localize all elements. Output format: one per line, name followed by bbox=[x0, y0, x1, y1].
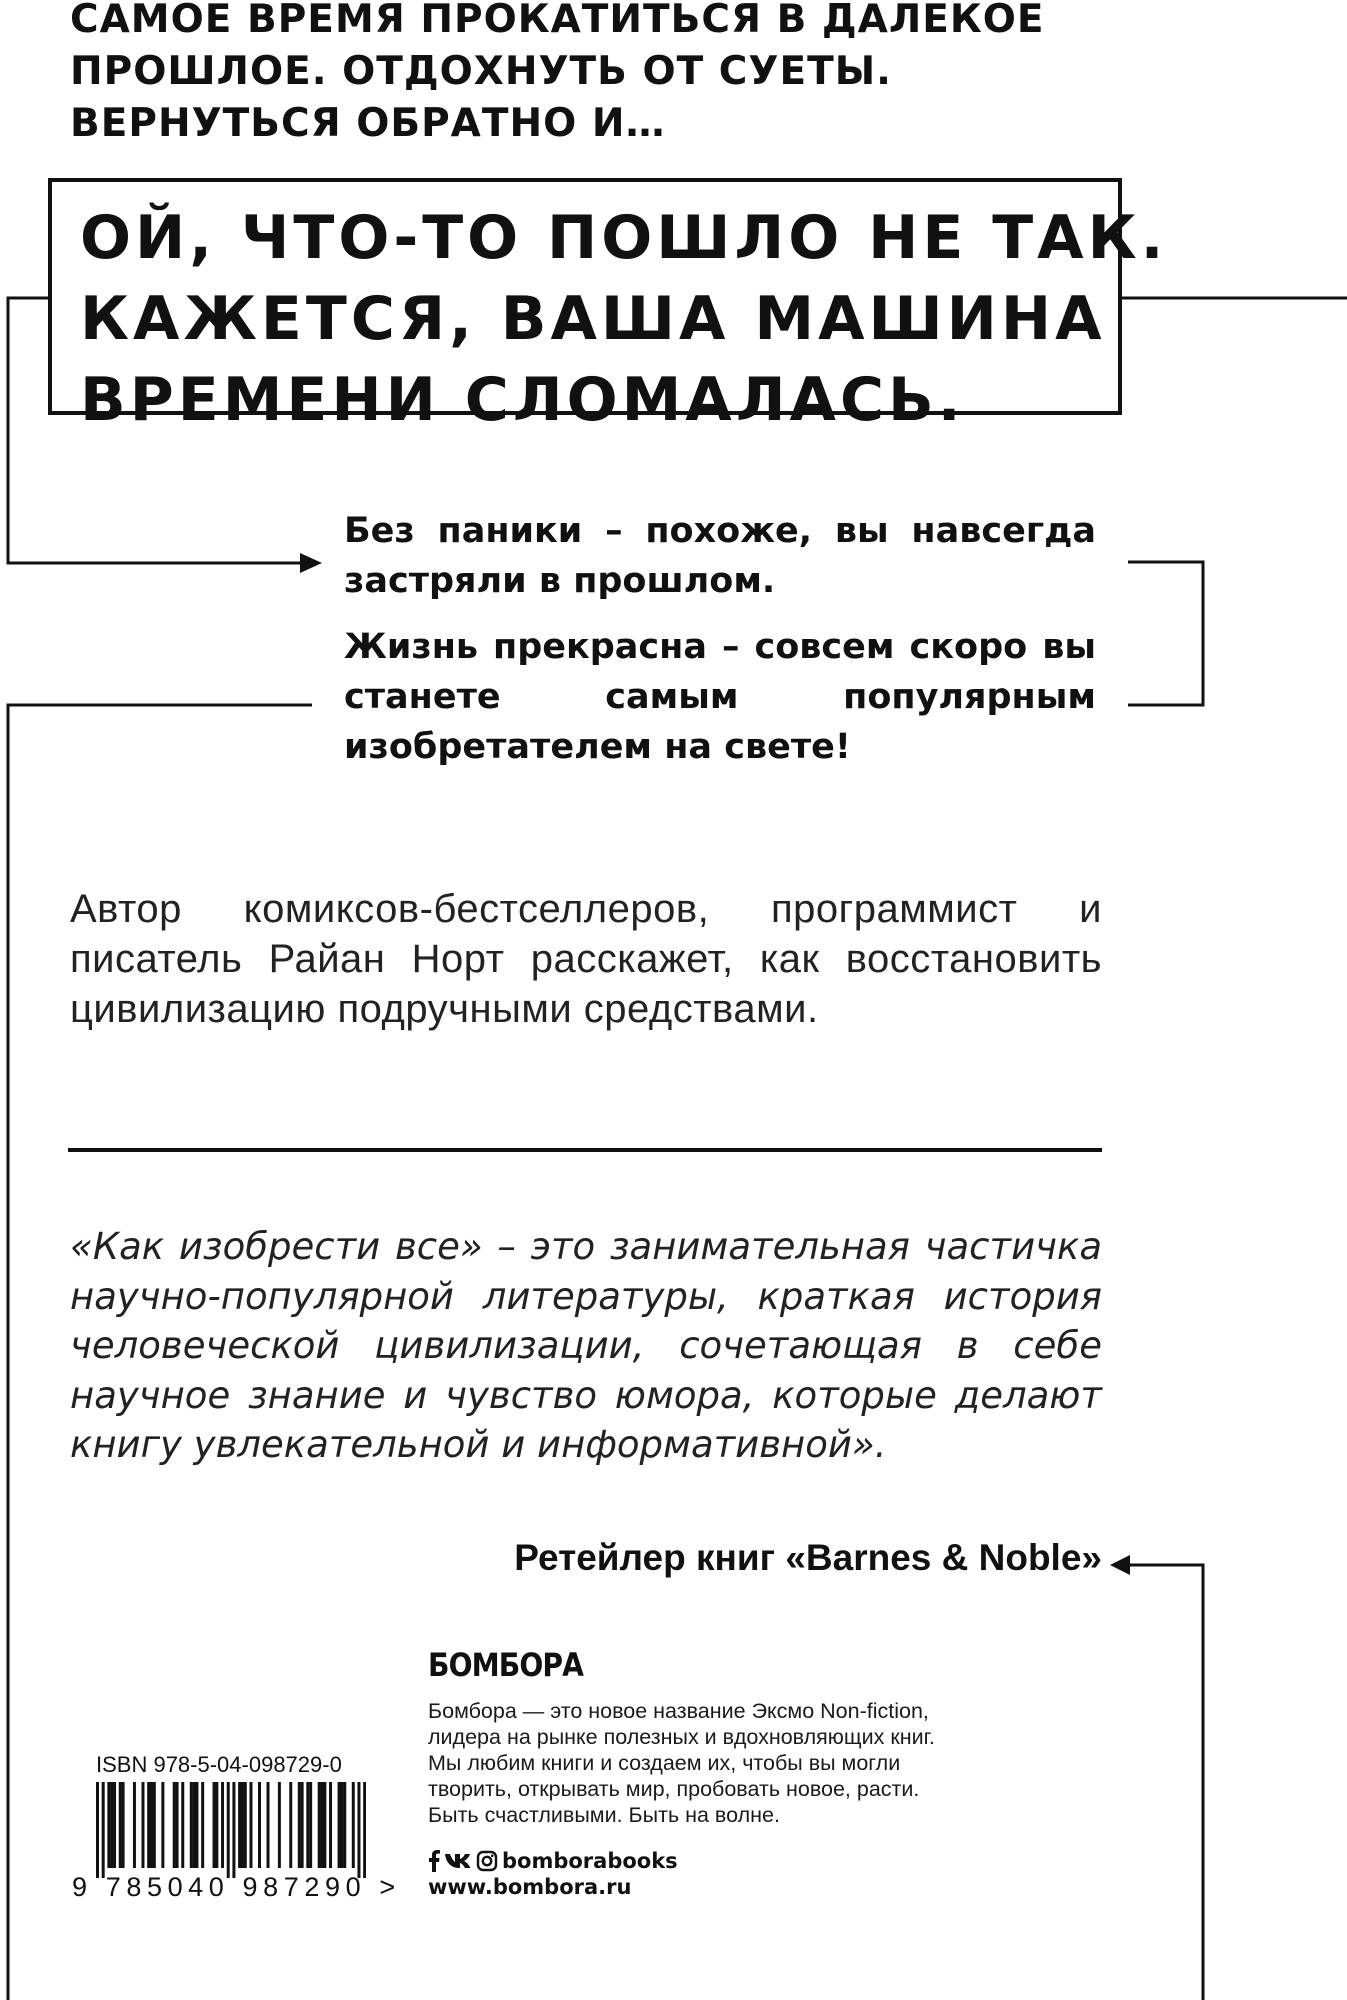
barcode-bar bbox=[141, 1782, 144, 1868]
arrow-right-icon bbox=[300, 553, 322, 573]
barcode-digits: 9 785040 987290 > bbox=[72, 1872, 401, 1902]
barcode-bar bbox=[318, 1782, 321, 1868]
intro-line: ВЕРНУТЬСЯ ОБРАТНО И… bbox=[70, 101, 666, 146]
barcode-bar bbox=[153, 1782, 156, 1868]
barcode-bar bbox=[96, 1782, 99, 1878]
divider bbox=[68, 1148, 1102, 1152]
barcode-bar bbox=[221, 1782, 224, 1868]
barcode-bar bbox=[201, 1782, 204, 1868]
barcode-bar bbox=[173, 1782, 176, 1868]
barcode-bar bbox=[147, 1782, 150, 1868]
publisher-description-line: Мы любим книги и создаем их, чтобы вы могли bbox=[428, 1751, 901, 1775]
barcode-bar bbox=[107, 1782, 110, 1868]
right-bracket bbox=[1128, 562, 1203, 705]
barcode-bar bbox=[102, 1782, 105, 1878]
barcode-bar bbox=[122, 1782, 125, 1868]
barcode-bar bbox=[249, 1782, 252, 1868]
barcode-bar bbox=[113, 1782, 116, 1868]
right-connector-bottom bbox=[1130, 1565, 1203, 2000]
barcode-bar bbox=[340, 1782, 343, 1868]
barcode-bar bbox=[244, 1782, 247, 1868]
intro-line: ПРОШЛОЕ. ОТДОХНУТЬ ОТ СУЕТЫ. bbox=[70, 49, 892, 94]
barcode-bar bbox=[176, 1782, 179, 1868]
publisher-description-line: творить, открывать мир, пробовать новое, расти. bbox=[428, 1777, 920, 1801]
website-link[interactable]: www.bombora.ru bbox=[428, 1875, 632, 1899]
barcode-bar bbox=[309, 1782, 312, 1868]
publisher-description-line: Бомбора — это новое название Эксмо Non-fiction, bbox=[428, 1699, 929, 1723]
barcode-bar bbox=[119, 1782, 122, 1868]
alert-line: ВРЕМЕНИ СЛОМАЛАСЬ. bbox=[80, 365, 965, 435]
barcode-bar bbox=[215, 1782, 218, 1868]
barcode-bar bbox=[133, 1782, 136, 1868]
barcode-bar bbox=[352, 1782, 355, 1868]
barcode-bar bbox=[338, 1782, 341, 1868]
barcode-bar bbox=[363, 1782, 366, 1878]
barcode-bar bbox=[193, 1782, 196, 1868]
barcode-bar bbox=[329, 1782, 332, 1868]
barcode-bar bbox=[267, 1782, 270, 1868]
barcode-bar bbox=[241, 1782, 244, 1868]
barcode-bar bbox=[161, 1782, 164, 1868]
panic-paragraph: Без паники – похоже, вы навсегда застряли в прошлом. bbox=[344, 511, 1096, 601]
barcode-bar bbox=[278, 1782, 281, 1868]
review-quote: «Как изобрести все» – это занимательная частичка научно-популярной литературы, краткая история человеческой цивилизации, сочетающая в себе научное знание и чувство юмора, которые делают книгу увлекательной и информативной». bbox=[70, 1225, 1102, 1466]
left-connector-top bbox=[8, 298, 300, 563]
barcode-bar bbox=[190, 1782, 193, 1868]
barcode-bar bbox=[301, 1782, 304, 1868]
barcode-bar bbox=[298, 1782, 301, 1868]
panic-paragraph: Жизнь прекрасна – совсем скоро вы станете самым популярным изобретателем на свете! bbox=[344, 627, 1096, 767]
barcode-bar bbox=[357, 1782, 360, 1878]
barcode-bar bbox=[195, 1782, 198, 1868]
barcode-bar bbox=[343, 1782, 346, 1868]
isbn-label: ISBN 978-5-04-098729-0 bbox=[96, 1752, 342, 1777]
barcode-bar bbox=[110, 1782, 113, 1868]
publisher-description-line: лидера на рынке полезных и вдохновляющих книг. bbox=[428, 1725, 935, 1749]
barcode-bar bbox=[232, 1782, 235, 1878]
facebook-icon[interactable] bbox=[428, 1850, 440, 1872]
barcode-bar bbox=[258, 1782, 261, 1868]
alert-line: ОЙ, ЧТО-ТО ПОШЛО НЕ ТАК. bbox=[80, 203, 1168, 273]
publisher-description-line: Быть счастливыми. Быть на волне. bbox=[428, 1803, 780, 1827]
barcode-bar bbox=[306, 1782, 309, 1868]
barcode-bar bbox=[181, 1782, 184, 1868]
alert-line: КАЖЕТСЯ, ВАША МАШИНА bbox=[80, 284, 1106, 354]
barcode-bar bbox=[213, 1782, 216, 1868]
barcode-bar bbox=[323, 1782, 326, 1868]
barcode-bar bbox=[150, 1782, 153, 1868]
barcode-bar bbox=[238, 1782, 241, 1868]
intro-line: САМОЕ ВРЕМЯ ПРОКАТИТЬСЯ В ДАЛЕКОЕ bbox=[70, 0, 1045, 42]
barcode-bar bbox=[227, 1782, 230, 1878]
author-description: Автор комиксов-бестселлеров, программист и писатель Райан Норт расскажет, как восстановить цивилизацию подручными средствами. bbox=[70, 887, 1102, 1031]
panic-block bbox=[344, 506, 1096, 788]
arrow-left-icon bbox=[1110, 1555, 1130, 1575]
social-handle[interactable]: bomborabooks bbox=[502, 1849, 678, 1873]
barcode-image bbox=[96, 1782, 366, 1878]
instagram-icon[interactable] bbox=[476, 1850, 498, 1872]
social-links bbox=[428, 1849, 678, 1873]
vk-icon[interactable] bbox=[444, 1852, 472, 1870]
barcode-bar bbox=[289, 1782, 292, 1868]
barcode-bar bbox=[321, 1782, 324, 1868]
publisher-description bbox=[428, 1698, 1068, 1828]
publisher-logo: БОМБОРА bbox=[428, 1646, 584, 1684]
quote-attribution: Ретейлер книг «Barnes & Noble» bbox=[514, 1537, 1102, 1578]
